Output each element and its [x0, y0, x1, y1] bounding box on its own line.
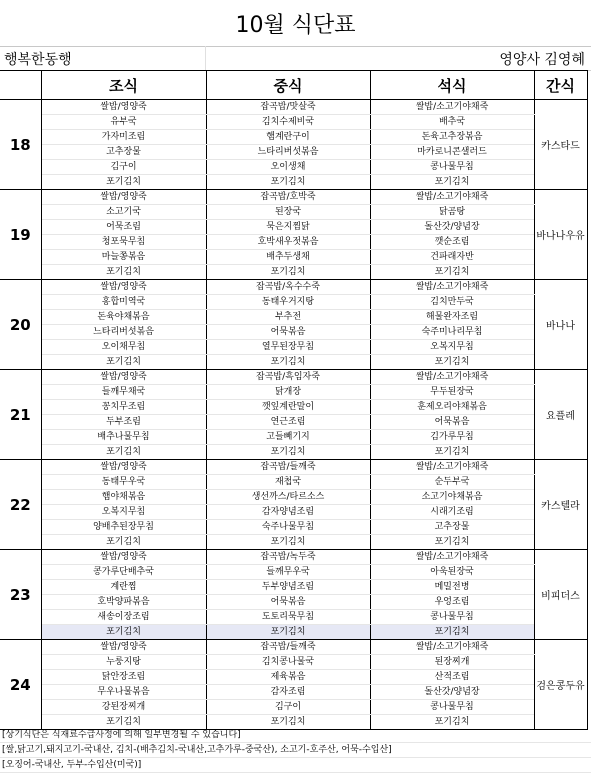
- header-day: [0, 71, 41, 100]
- menu-row: [0, 220, 587, 235]
- lunch-item: 고들빼기지: [206, 430, 370, 445]
- breakfast-item: 쌀밥/영양죽: [41, 640, 206, 655]
- day-number: 23: [0, 550, 41, 640]
- menu-row: [0, 640, 587, 655]
- notes: [0, 728, 591, 773]
- menu-row: [0, 115, 587, 130]
- dinner-item: 쌀밥/소고기야채죽: [370, 460, 534, 475]
- header-snack: 간식: [534, 71, 587, 100]
- menu-row: [0, 340, 587, 355]
- menu-row: [0, 325, 587, 340]
- snack-item: 요플레: [534, 370, 587, 460]
- breakfast-item: 쌀밥/영양죽: [41, 280, 206, 295]
- lunch-item: 생선까스/타르소스: [206, 490, 370, 505]
- dinner-item: 소고기야채볶음: [370, 490, 534, 505]
- breakfast-item: 포기김치: [41, 715, 206, 730]
- menu-row: [0, 175, 587, 190]
- dinner-item: 쌀밥/소고기야채죽: [370, 640, 534, 655]
- day-number: 19: [0, 190, 41, 280]
- menu-row: [0, 400, 587, 415]
- day-number: 18: [0, 100, 41, 190]
- menu-row: [0, 580, 587, 595]
- breakfast-item: 누룽지탕: [41, 655, 206, 670]
- menu-row: [0, 655, 587, 670]
- lunch-item: 포기김치: [206, 625, 370, 640]
- breakfast-item: 오복지무침: [41, 505, 206, 520]
- day-number: 22: [0, 460, 41, 550]
- breakfast-item: 쌀밥/영양죽: [41, 370, 206, 385]
- breakfast-item: 콩가루단배추국: [41, 565, 206, 580]
- lunch-item: 된장국: [206, 205, 370, 220]
- day-number: 24: [0, 640, 41, 730]
- dinner-item: 콩나물무침: [370, 160, 534, 175]
- breakfast-item: 유부국: [41, 115, 206, 130]
- snack-item: 카스타드: [534, 100, 587, 190]
- header-dinner: 석식: [370, 71, 534, 100]
- dinner-item: 건파래자반: [370, 250, 534, 265]
- breakfast-item: 포기김치: [41, 265, 206, 280]
- lunch-item: 어묵볶음: [206, 325, 370, 340]
- dinner-item: 우엉조림: [370, 595, 534, 610]
- menu-row: [0, 415, 587, 430]
- menu-row: [0, 550, 587, 565]
- day-number: 20: [0, 280, 41, 370]
- breakfast-item: 무우나물볶음: [41, 685, 206, 700]
- lunch-item: 포기김치: [206, 175, 370, 190]
- breakfast-item: 포기김치: [41, 535, 206, 550]
- lunch-item: 잡곡밥/호박죽: [206, 190, 370, 205]
- lunch-item: 포기김치: [206, 715, 370, 730]
- dinner-item: 김치만두국: [370, 295, 534, 310]
- menu-row: [0, 535, 587, 550]
- menu-row: [0, 610, 587, 625]
- dinner-item: 포기김치: [370, 715, 534, 730]
- breakfast-item: 들깨무채국: [41, 385, 206, 400]
- dinner-item: 훈제오리야채볶음: [370, 400, 534, 415]
- dinner-item: 무두된장국: [370, 385, 534, 400]
- lunch-item: 들깨무우국: [206, 565, 370, 580]
- menu-row: [0, 685, 587, 700]
- menu-row: [0, 475, 587, 490]
- menu-row: [0, 595, 587, 610]
- dinner-item: 닭곰탕: [370, 205, 534, 220]
- lunch-item: 두부양념조림: [206, 580, 370, 595]
- lunch-item: 잡곡밥/흑임자죽: [206, 370, 370, 385]
- dinner-item: 돈육고추장볶음: [370, 130, 534, 145]
- breakfast-item: 가자미조림: [41, 130, 206, 145]
- snack-item: 카스텔라: [534, 460, 587, 550]
- page-title: 10월 식단표: [0, 0, 591, 47]
- lunch-item: 오이생채: [206, 160, 370, 175]
- note-line: [상기식단은 식재료수급사정에 의해 일부변경될 수 있습니다]: [0, 728, 591, 743]
- breakfast-item: 동태무우국: [41, 475, 206, 490]
- breakfast-item: 계란찜: [41, 580, 206, 595]
- menu-row: [0, 385, 587, 400]
- menu-row: [0, 505, 587, 520]
- menu-row: [0, 160, 587, 175]
- breakfast-item: 포기김치: [41, 175, 206, 190]
- dinner-item: 포기김치: [370, 265, 534, 280]
- dinner-item: 순두부국: [370, 475, 534, 490]
- dinner-item: 아욱된장국: [370, 565, 534, 580]
- breakfast-item: 쌀밥/영양죽: [41, 190, 206, 205]
- dinner-item: 포기김치: [370, 175, 534, 190]
- dinner-item: 콩나물무침: [370, 700, 534, 715]
- divider: [205, 46, 206, 70]
- dinner-item: 오복지무침: [370, 340, 534, 355]
- dinner-item: 쌀밥/소고기야채죽: [370, 550, 534, 565]
- dietitian-name: 영양사 김영혜: [499, 52, 585, 68]
- menu-row: [0, 145, 587, 160]
- breakfast-item: 배추나물무침: [41, 430, 206, 445]
- menu-table: [0, 70, 588, 730]
- breakfast-item: 햄야채볶음: [41, 490, 206, 505]
- lunch-item: 잡곡밥/옥수수죽: [206, 280, 370, 295]
- breakfast-item: 호박양파볶음: [41, 595, 206, 610]
- lunch-item: 배추두생채: [206, 250, 370, 265]
- menu-row: [0, 130, 587, 145]
- dinner-item: 깻순조림: [370, 235, 534, 250]
- snack-item: 검은콩두유: [534, 640, 587, 730]
- menu-row: [0, 490, 587, 505]
- breakfast-item: 어묵조림: [41, 220, 206, 235]
- breakfast-item: 꽁치무조림: [41, 400, 206, 415]
- breakfast-item: 포기김치: [41, 355, 206, 370]
- dinner-item: 어묵볶음: [370, 415, 534, 430]
- dinner-item: 돌산갓/양념장: [370, 685, 534, 700]
- menu-row: [0, 190, 587, 205]
- breakfast-item: 홍합미역국: [41, 295, 206, 310]
- menu-row: [0, 265, 587, 280]
- menu-row: [0, 355, 587, 370]
- dinner-item: 마카로니콘샐러드: [370, 145, 534, 160]
- dinner-item: 포기김치: [370, 445, 534, 460]
- lunch-item: 잡곡밥/녹두죽: [206, 550, 370, 565]
- dinner-item: 포기김치: [370, 625, 534, 640]
- menu-row: [0, 430, 587, 445]
- sub-header: [0, 46, 591, 71]
- lunch-item: 동태우거지탕: [206, 295, 370, 310]
- menu-row: [0, 100, 587, 115]
- dinner-item: 된장찌개: [370, 655, 534, 670]
- header-breakfast: 조식: [41, 71, 206, 100]
- lunch-item: 감자양념조림: [206, 505, 370, 520]
- lunch-item: 포기김치: [206, 445, 370, 460]
- menu-row: [0, 700, 587, 715]
- dinner-item: 포기김치: [370, 535, 534, 550]
- breakfast-item: 쌀밥/영양죽: [41, 550, 206, 565]
- breakfast-item: 오이채무침: [41, 340, 206, 355]
- breakfast-item: 김구이: [41, 160, 206, 175]
- lunch-item: 잡곡밥/들깨죽: [206, 460, 370, 475]
- lunch-item: 닭개장: [206, 385, 370, 400]
- header-lunch: 중식: [206, 71, 370, 100]
- lunch-item: 잡곡밥/맛살죽: [206, 100, 370, 115]
- menu-row: [0, 250, 587, 265]
- dinner-item: 김가루무침: [370, 430, 534, 445]
- breakfast-item: 고추장물: [41, 145, 206, 160]
- note-line: [오징어-국내산, 두부-수입산(미국)]: [0, 758, 591, 773]
- dinner-item: 쌀밥/소고기야채죽: [370, 280, 534, 295]
- menu-row: [0, 625, 587, 640]
- lunch-item: 포기김치: [206, 535, 370, 550]
- menu-row: [0, 310, 587, 325]
- dinner-item: 쌀밥/소고기야채죽: [370, 190, 534, 205]
- snack-item: 비피더스: [534, 550, 587, 640]
- menu-row: [0, 670, 587, 685]
- breakfast-item: 소고기국: [41, 205, 206, 220]
- menu-row: [0, 295, 587, 310]
- menu-row: [0, 520, 587, 535]
- day-number: 21: [0, 370, 41, 460]
- lunch-item: 숙주나물무침: [206, 520, 370, 535]
- menu-row: [0, 235, 587, 250]
- menu-row: [0, 205, 587, 220]
- breakfast-item: 느타리버섯볶음: [41, 325, 206, 340]
- lunch-item: 재첩국: [206, 475, 370, 490]
- snack-item: 바나나우유: [534, 190, 587, 280]
- breakfast-item: 닭안장조림: [41, 670, 206, 685]
- dinner-item: 배추국: [370, 115, 534, 130]
- menu-row: [0, 280, 587, 295]
- breakfast-item: 포기김치: [41, 445, 206, 460]
- dinner-item: 돌산갓/양념장: [370, 220, 534, 235]
- lunch-item: 호박새우젓볶음: [206, 235, 370, 250]
- dinner-item: 콩나물무침: [370, 610, 534, 625]
- dinner-item: 시래기조림: [370, 505, 534, 520]
- lunch-item: 김구이: [206, 700, 370, 715]
- dinner-item: 메밀전병: [370, 580, 534, 595]
- note-line: [쌀,닭고기,돼지고기-국내산, 김치-(배추김치-국내산,고추가루-중국산), 소고기-호주산, 어묵-수입산]: [0, 743, 591, 758]
- lunch-item: 제육볶음: [206, 670, 370, 685]
- breakfast-item: 마늘쫑볶음: [41, 250, 206, 265]
- lunch-item: 연근조림: [206, 415, 370, 430]
- menu-row: [0, 460, 587, 475]
- lunch-item: 깻잎계란말이: [206, 400, 370, 415]
- lunch-item: 어묵볶음: [206, 595, 370, 610]
- dinner-item: 해물완자조림: [370, 310, 534, 325]
- dinner-item: 숙주미나리무침: [370, 325, 534, 340]
- breakfast-item: 청포묵무침: [41, 235, 206, 250]
- lunch-item: 열무된장무침: [206, 340, 370, 355]
- menu-row: [0, 565, 587, 580]
- lunch-item: 묵은지찜닭: [206, 220, 370, 235]
- lunch-item: 포기김치: [206, 265, 370, 280]
- dinner-item: 고추장물: [370, 520, 534, 535]
- lunch-item: 감자조림: [206, 685, 370, 700]
- breakfast-item: 포기김치: [41, 625, 206, 640]
- breakfast-item: 새송이장조림: [41, 610, 206, 625]
- dinner-item: 쌀밥/소고기야채죽: [370, 370, 534, 385]
- dinner-item: 산적조림: [370, 670, 534, 685]
- menu-row: [0, 445, 587, 460]
- menu-row: [0, 370, 587, 385]
- organization-name: 행복한동행: [4, 52, 72, 68]
- lunch-item: 포기김치: [206, 355, 370, 370]
- lunch-item: 느타리버섯볶음: [206, 145, 370, 160]
- lunch-item: 도토리묵무침: [206, 610, 370, 625]
- dinner-item: 쌀밥/소고기야채죽: [370, 100, 534, 115]
- breakfast-item: 쌀밥/영양죽: [41, 100, 206, 115]
- lunch-item: 햄계란구이: [206, 130, 370, 145]
- lunch-item: 잡곡밥/들깨죽: [206, 640, 370, 655]
- breakfast-item: 돈육야채볶음: [41, 310, 206, 325]
- breakfast-item: 쌀밥/영양죽: [41, 460, 206, 475]
- breakfast-item: 두부조림: [41, 415, 206, 430]
- snack-item: 바나나: [534, 280, 587, 370]
- breakfast-item: 양배추된장무침: [41, 520, 206, 535]
- dinner-item: 포기김치: [370, 355, 534, 370]
- lunch-item: 김치수제비국: [206, 115, 370, 130]
- breakfast-item: 강된장찌개: [41, 700, 206, 715]
- lunch-item: 부추전: [206, 310, 370, 325]
- lunch-item: 김치콩나물국: [206, 655, 370, 670]
